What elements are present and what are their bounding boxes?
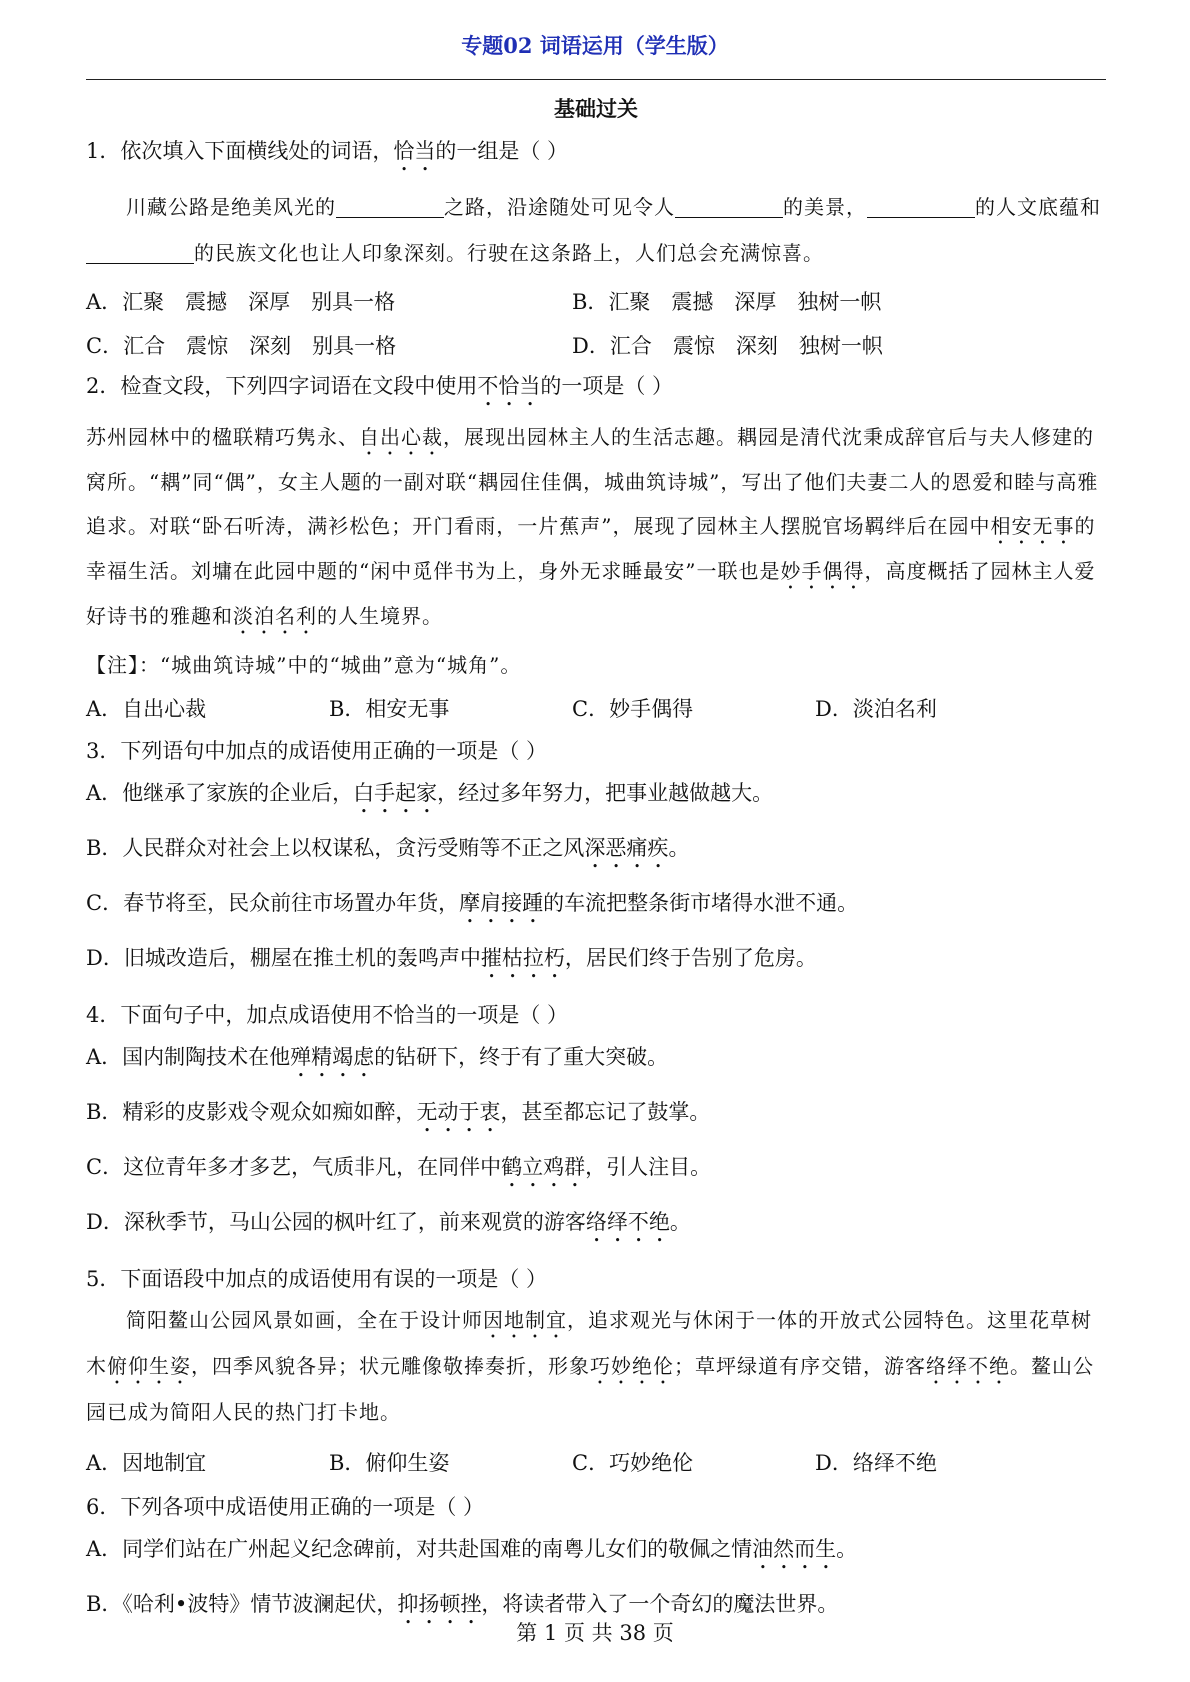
header-rule <box>86 79 1106 80</box>
page-number: 第 1 页 共 38 页 <box>516 1621 674 1645</box>
q5-option-d: D．络绎不绝 <box>815 1451 937 1475</box>
q4-option-d: D．深秋季节，马山公园的枫叶红了，前来观赏的游客络绎不绝。 <box>86 1210 691 1234</box>
q5-stem: 5．下面语段中加点的成语使用有误的一项是（ ） <box>86 1267 548 1291</box>
header-title: 专题02 词语运用（学生版） <box>461 33 729 58</box>
q1-stem: 1．依次填入下面横线处的词语，恰当的一组是（ ） <box>86 139 569 163</box>
q3-option-b: B．人民群众对社会上以权谋私，贪污受贿等不正之风深恶痛疾。 <box>86 836 690 860</box>
q5-options <box>86 1449 1106 1477</box>
q4-option-b: B．精彩的皮影戏令观众如痴如醉，无动于衷，甚至都忘记了鼓掌。 <box>86 1100 711 1124</box>
q2-option-a: A．自出心裁 <box>86 697 207 721</box>
q6-option-a: A．同学们站在广州起义纪念碑前，对共赴国难的南粤儿女们的敬佩之情油然而生。 <box>86 1537 858 1561</box>
q5-option-b: B．俯仰生姿 <box>329 1451 450 1475</box>
q2-passage: 苏州园林中的楹联精巧隽永、自出心裁，展现出园林主人的生活志趣。耦园是清代沈秉成辞官后与夫人修建的窝所。“耦”同“偶”，女主人题的一副对联“耦园住佳偶，城曲筑诗城”，写出了他们夫妻二人的恩爱和睦与高雅追求。对联“卧石听涛，满衫松色；开门看雨，一片蕉声”，展现了园林主人摆脱官场羁绊后在园中相安无事的幸福生活。刘墉在此园中题的“闲中觅伴书为上，身外无求睡最安”一联也是妙手偶得，高度概括了园林主人爱好诗书的雅趣和淡泊名利的人生境界。 <box>86 425 1099 628</box>
q2-option-c: C．妙手偶得 <box>572 697 694 721</box>
q4-stem: 4．下面句子中，加点成语使用不恰当的一项是（ ） <box>86 1003 569 1027</box>
q4-option-c: C．这位青年多才多艺，气质非凡，在同伴中鹤立鸡群，引人注目。 <box>86 1155 712 1179</box>
q3-stem: 3．下列语句中加点的成语使用正确的一项是（ ） <box>86 739 548 763</box>
q2-option-d: D．淡泊名利 <box>815 697 937 721</box>
q2-options <box>86 695 1106 723</box>
q1-option-c: C．汇合 震惊 深刻 别具一格 <box>86 334 397 358</box>
q2-option-b: B．相安无事 <box>329 697 450 721</box>
q6-option-b: B．《哈利•波特》情节波澜起伏，抑扬顿挫，将读者带入了一个奇幻的魔法世界。 <box>86 1592 839 1616</box>
q5-option-c: C．巧妙绝伦 <box>572 1451 694 1475</box>
q2-note: 【注】：“城曲筑诗城”中的“城曲”意为“城角”。 <box>86 653 522 677</box>
q1-option-a: A．汇聚 震撼 深厚 别具一格 <box>86 290 396 314</box>
q3-option-d: D．旧城改造后，棚屋在推土机的轰鸣声中摧枯拉朽，居民们终于告别了危房。 <box>86 946 817 970</box>
section-title: 基础过关 <box>554 96 638 121</box>
q3-option-a: A．他继承了家族的企业后，白手起家，经过多年努力，把事业越做越大。 <box>86 781 774 805</box>
q1-options-row1 <box>86 288 1106 316</box>
q1-passage: 川藏公路是绝美风光的 之路，沿途随处可见令人 的美景， 的人文底蕴和的民族文化也让人印象深刻。行驶在这条路上，人们总会充满惊喜。 <box>86 184 1106 276</box>
q3-option-c: C．春节将至，民众前往市场置办年货，摩肩接踵的车流把整条街市堵得水泄不通。 <box>86 891 859 915</box>
q5-passage: 简阳鳌山公园风景如画，全在于设计师因地制宜，追求观光与休闲于一体的开放式公园特色。这里花草树木俯仰生姿，四季风貌各异；状元雕像敬捧奏折，形象巧妙绝伦；草坪绿道有序交错，游客络绎不绝。鳌山公园已成为简阳人民的热门打卡地。 <box>86 1308 1094 1424</box>
document-body <box>86 95 1106 1629</box>
q5-option-a: A．因地制宜 <box>86 1451 207 1475</box>
q4-option-a: A．国内制陶技术在他殚精竭虑的钻研下，终于有了重大突破。 <box>86 1045 669 1069</box>
q2-stem: 2．检查文段，下列四字词语在文段中使用不恰当的一项是（ ） <box>86 374 674 398</box>
q1-option-d: D．汇合 震惊 深刻 独树一帜 <box>572 334 883 358</box>
q1-options-row2 <box>86 332 1106 360</box>
q1-option-b: B．汇聚 震撼 深厚 独树一帜 <box>572 290 882 314</box>
q6-stem: 6．下列各项中成语使用正确的一项是（ ） <box>86 1495 485 1519</box>
